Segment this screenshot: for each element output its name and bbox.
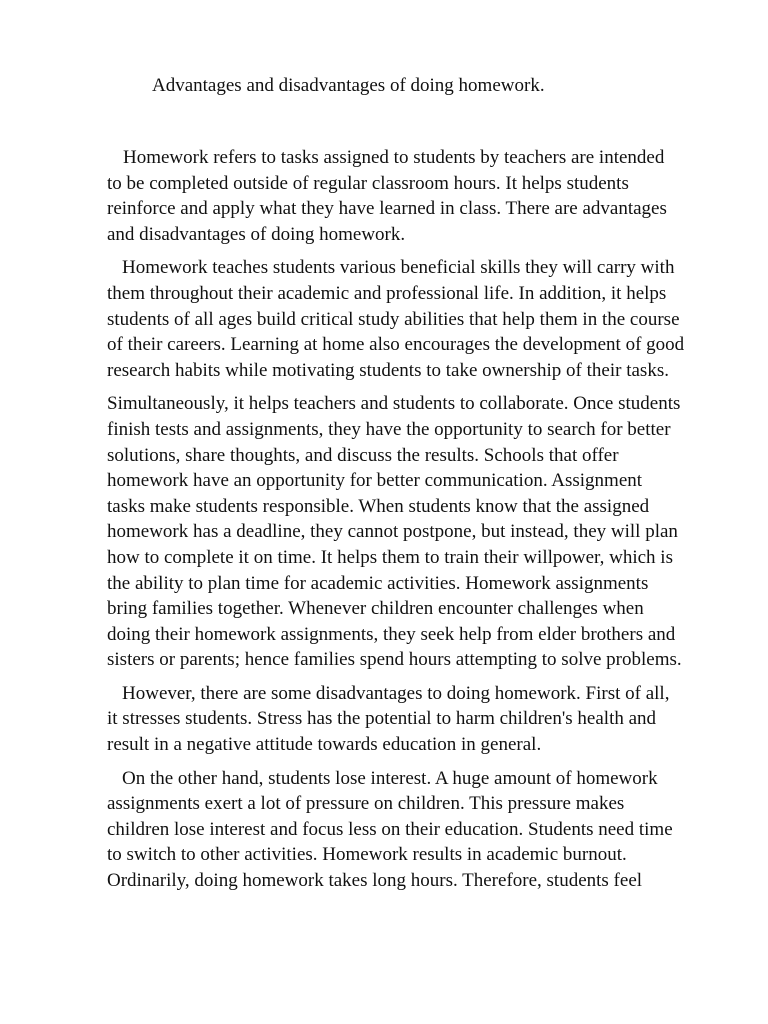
paragraph-line: of their careers. Learning at home also encourages the development of good	[107, 334, 685, 356]
paragraph-interest	[107, 766, 727, 894]
paragraph-line: However, there are some disadvantages to doing homework. First of all,	[122, 682, 670, 704]
paragraph-skills	[107, 255, 727, 383]
paragraph-line: the ability to plan time for academic activities. Homework assignments	[107, 572, 649, 594]
paragraph-line: Homework refers to tasks assigned to students by teachers are intended	[123, 147, 665, 168]
paragraph-line: how to complete it on time. It helps them to train their willpower, which is	[107, 546, 673, 568]
paragraph-disadvantages	[107, 681, 727, 758]
paragraph-line: children lose interest and focus less on their education. Students need time	[107, 818, 673, 840]
paragraph-line: tasks make students responsible. When students know that the assigned	[107, 495, 650, 517]
paragraph-line: reinforce and apply what they have learned in class. There are advantages	[107, 198, 667, 220]
paragraph-line: homework have an opportunity for better communication. Assignment	[107, 470, 643, 492]
paragraph-line: it stresses students. Stress has the potential to harm children's health and	[107, 708, 657, 730]
paragraph-line: sisters or parents; hence families spend hours attempting to solve problems.	[107, 649, 682, 671]
paragraph-line: On the other hand, students lose interest. A huge amount of homework	[122, 767, 658, 789]
paragraph-line: solutions, share thoughts, and discuss the results. Schools that offer	[107, 444, 619, 466]
document-body	[107, 145, 727, 902]
paragraph-line: assignments exert a lot of pressure on children. This pressure makes	[107, 793, 625, 815]
paragraph-line: homework has a deadline, they cannot postpone, but instead, they will plan	[107, 521, 678, 543]
paragraph-line: result in a negative attitude towards education in general.	[107, 734, 542, 756]
document-title: Advantages and disadvantages of doing homework.	[152, 75, 545, 96]
paragraph-line: research habits while motivating students to take ownership of their tasks.	[107, 359, 669, 381]
paragraph-collaboration	[107, 391, 727, 673]
paragraph-line: to be completed outside of regular classroom hours. It helps students	[107, 172, 629, 194]
paragraph-line: and disadvantages of doing homework.	[107, 223, 406, 245]
paragraph-line: students of all ages build critical study abilities that help them in the course	[107, 308, 680, 330]
paragraph-line: doing their homework assignments, they seek help from elder brothers and	[107, 623, 676, 645]
paragraph-line: to switch to other activities. Homework results in academic burnout.	[107, 844, 627, 866]
paragraph-intro	[107, 145, 727, 247]
paragraph-line: finish tests and assignments, they have the opportunity to search for better	[107, 418, 671, 440]
paragraph-line: Simultaneously, it helps teachers and students to collaborate. Once students	[107, 393, 681, 415]
paragraph-line: bring families together. Whenever children encounter challenges when	[107, 598, 644, 620]
paragraph-line: them throughout their academic and professional life. In addition, it helps	[107, 282, 667, 304]
paragraph-line: Ordinarily, doing homework takes long hours. Therefore, students feel	[107, 870, 643, 892]
paragraph-line: Homework teaches students various beneficial skills they will carry with	[122, 257, 675, 279]
